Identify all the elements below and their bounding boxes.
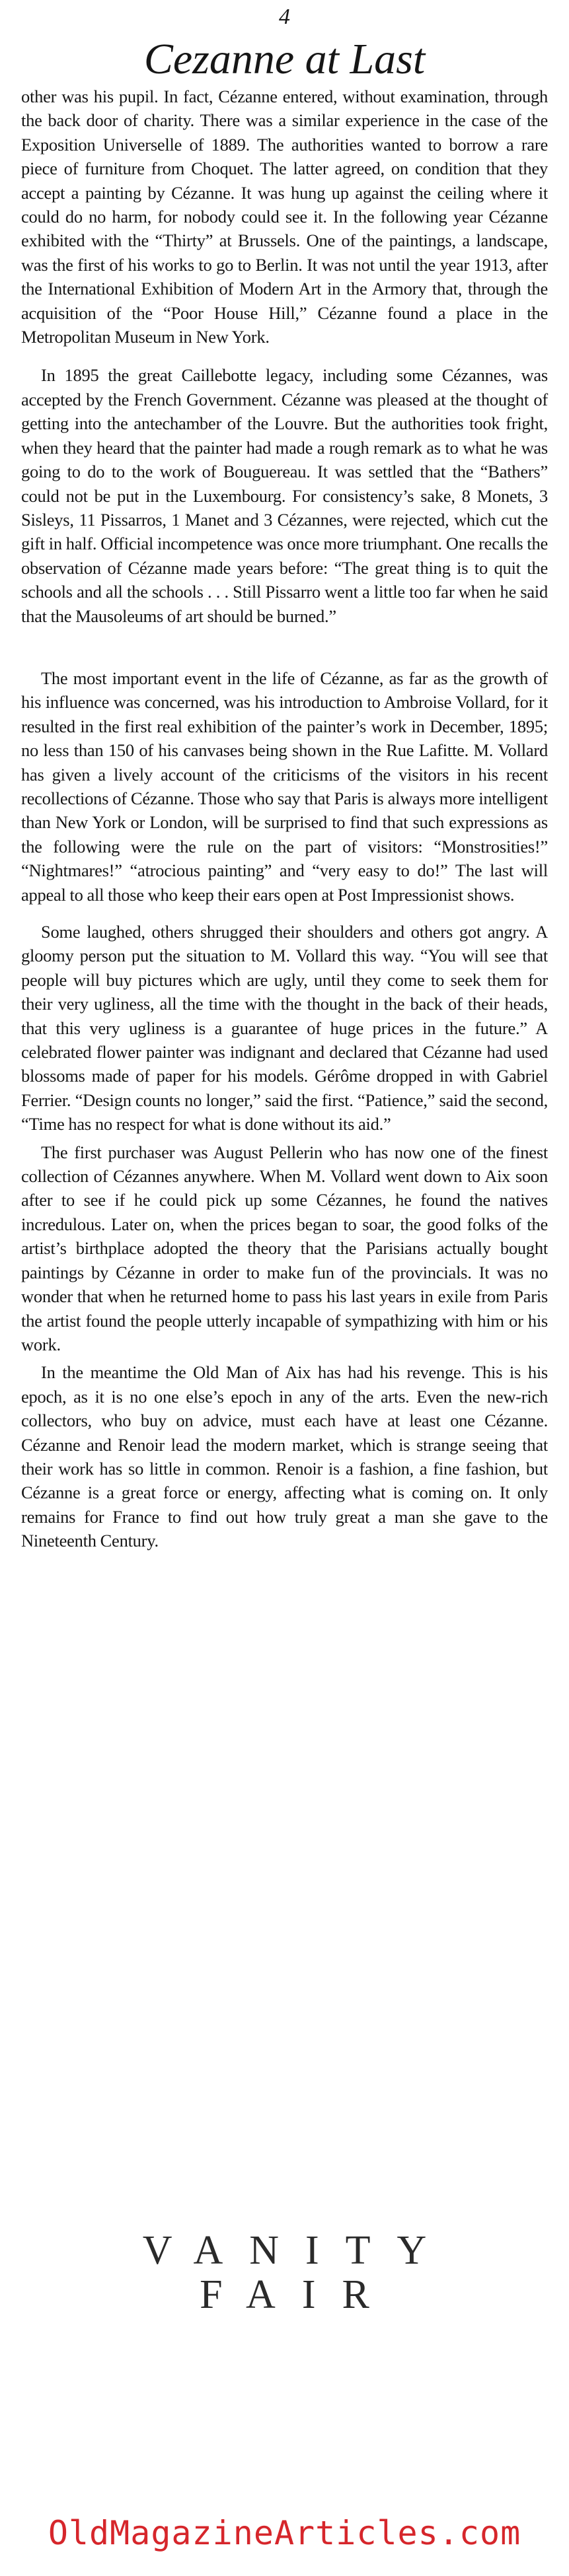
article-paragraph-4: Some laughed, others shrugged their shoulders and others got angry. A gloomy person put the situation to M. Vollard this way. “You will see that people will buy pictures which are ugly, until they come to seek them for their very ugliness, all the time with the thought in the back of their heads, that this very ugliness is a guarantee of huge prices in the future.” A celebrated flower painter was indignant and declared that Cézanne had used blossoms made of paper for his models. Gérôme dropped in with Gabriel Ferrier. “Design counts no longer,” said the first. “Patience,” said the second, “Time has no respect for what is done without its aid.”: [21, 922, 548, 1134]
article-paragraph-1: other was his pupil. In fact, Cézanne entered, without examination, through the back door of charity. There was a similar experience in the case of the Exposition Universelle of 1889. The authorities wanted to borrow a rare piece of furniture from Choquet. The latter agreed, on condition that they accept a painting by Cézanne. It was hung up against the ceiling where it could do no harm, for nobody could see it. In the following year Cézanne exhibited with the “Thirty” at Brussels. One of the paintings, a landscape, was the first of his works to go to Berlin. It was not until the year 1913, after the International Exhibition of Modern Art in the Armory that, through the acquisition of the “Poor House Hill,” Cézanne found a place in the Metropolitan Museum in New York.: [21, 87, 548, 347]
article-paragraph-3: The most important event in the life of Cézanne, as far as the growth of his influence was concerned, was his introduction to Ambroise Vollard, for it resulted in the first real exhibition of the painter’s work in December, 1895; no less than 150 of his canvases being shown in the Rue Lafitte. M. Vollard has given a lively account of the criticisms of the visitors in his recent recollections of Cézanne. Those who say that Paris is always more intelligent than New York or London, will be surprised to find that such expressions as the following were the rule on the part of visitors: “Monstrosities!” “Nightmares!” “atrocious painting” and “very easy to do!” The last will appeal to all those who keep their ears open at Post Impressionist shows.: [21, 668, 548, 905]
article-body: [21, 85, 548, 1553]
article-paragraph-2: In 1895 the great Caillebotte legacy, including some Cézannes, was accepted by the French Government. Cézanne was pleased at the thought of getting into the antechamber of the Louvre. But the authorities took fright, when they heard that the painter had made a rough remark as to what he was going to do to the work of Bouguereau. It was settled that the “Bathers” could not be put in the Luxembourg. For consistency’s sake, 8 Monets, 3 Sisleys, 11 Pissarros, 1 Manet and 3 Cézannes, were rejected, which cut the gift in half. Official incompetence was once more triumphant. One recalls the observation of Cézanne made years before: “The great thing is to quit the schools and all the schools . . . Still Pissarro went a little too far when he said that the Mausoleums of art should be burned.”: [21, 365, 548, 626]
article-title: Cezanne at Last: [143, 35, 426, 83]
masthead-fair: FAIR: [200, 2272, 396, 2317]
article-paragraph-6: In the meantime the Old Man of Aix has had his revenge. This is his epoch, as it is no one else’s epoch in any of the arts. Even the new-rich collectors, who buy on advice, must each have at least one Cézanne. Cézanne and Renoir lead the modern market, which is strange seeing that their work has so little in common. Renoir is a fashion, a fine fashion, but Cézanne is a great force or energy, affecting what is coming on. It only remains for France to find out how truly great a man she gave to the Nineteenth Century.: [21, 1362, 548, 1551]
site-watermark: OldMagazineArticles.com: [48, 2514, 521, 2552]
article-paragraph-5: The first purchaser was August Pellerin who has now one of the finest collection of Cézannes anywhere. When M. Vollard went down to Aix soon after to see if he could pick up some Cézannes, he found the natives incredulous. Later on, when the prices began to soar, the good folks of the artist’s birthplace adopted the theory that the Parisians actually bought paintings by Cézanne in order to make fun of the provincials. It was no wonder that when he returned home to pass his last years in exile from Paris the artist found the people utterly incapable of sympathizing with him or his work.: [21, 1142, 548, 1354]
masthead-vanity: VANITY: [142, 2228, 453, 2273]
page-number: 4: [279, 5, 290, 29]
